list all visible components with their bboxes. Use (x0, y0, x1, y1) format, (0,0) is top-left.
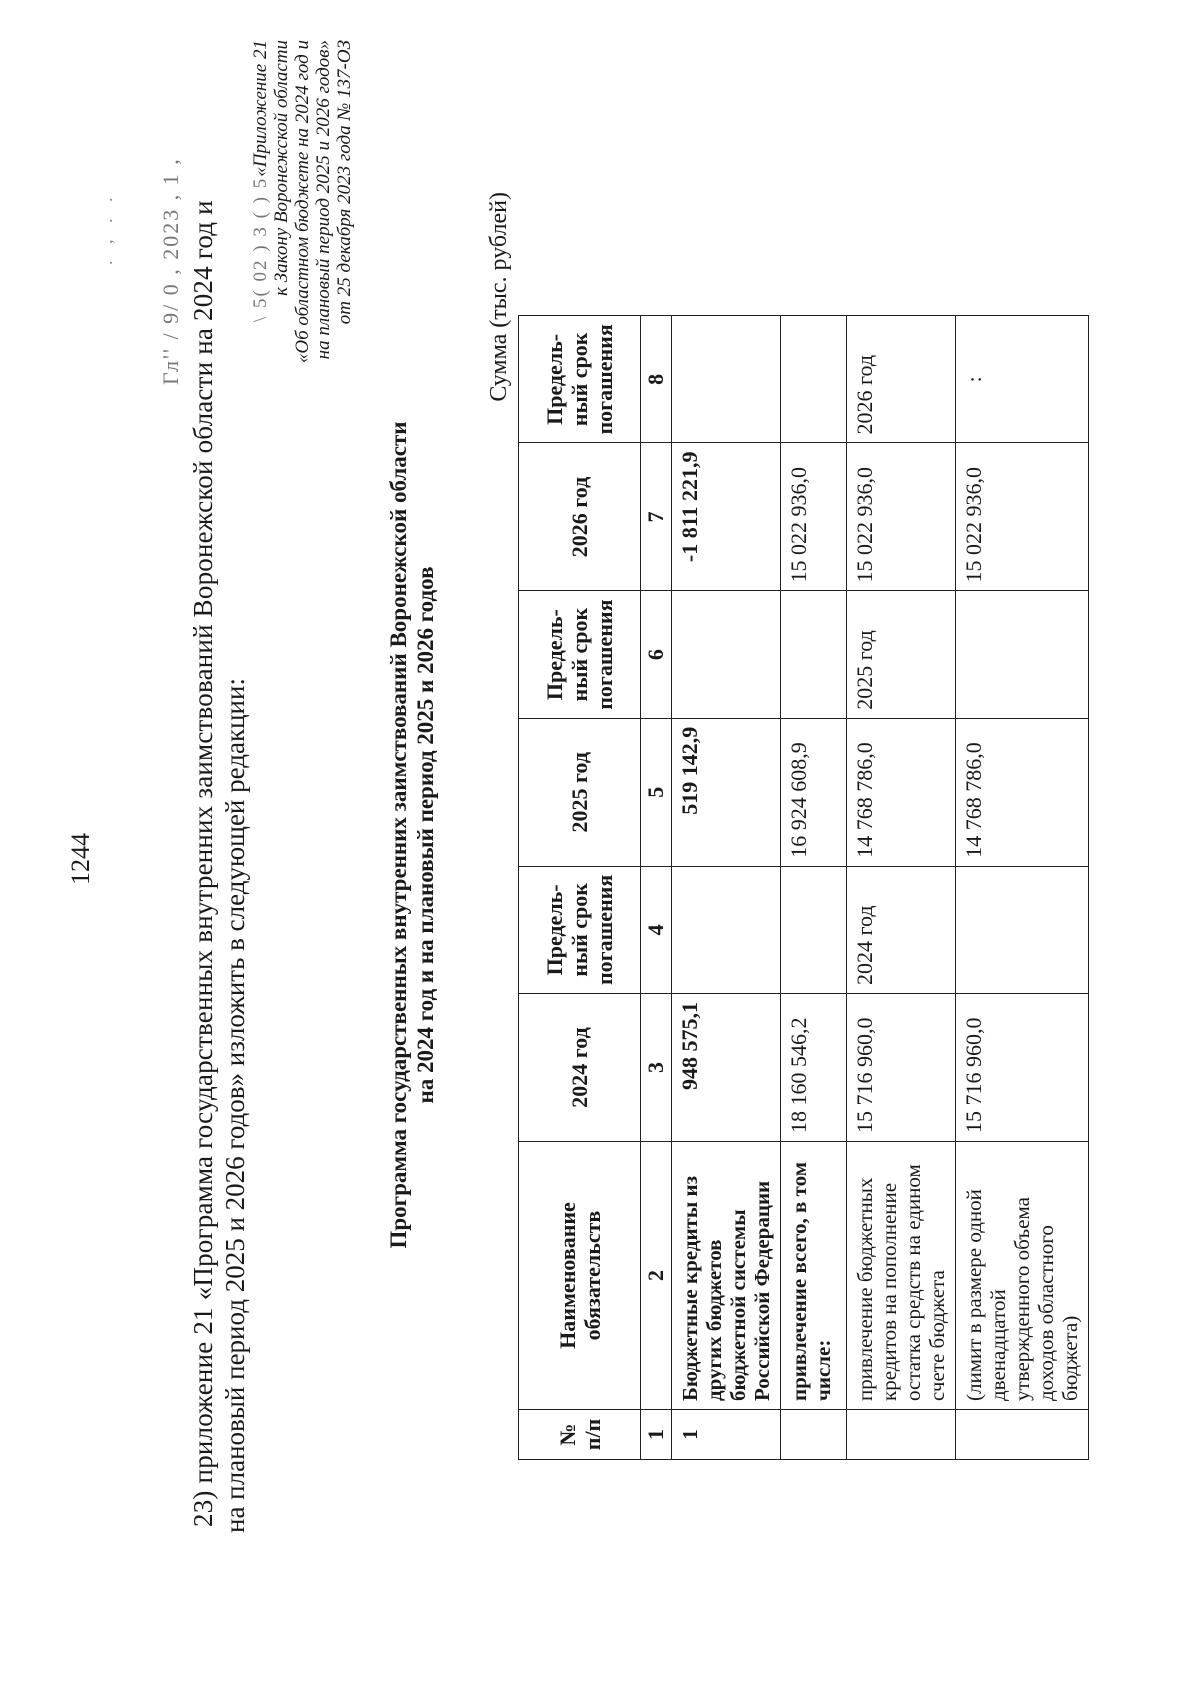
row-number-cell: 1 (672, 1410, 781, 1460)
obligation-name-cell: (лимит в размере одной двенадцатой утвержденного объема доходов областного бюджета) (956, 1142, 1089, 1410)
column-number: 3 (641, 994, 672, 1142)
obligation-name-cell: Бюджетные кредиты из других бюджетов бюджетной системы Российской Федерации (672, 1142, 781, 1410)
amount-2026-cell: 15 022 936,0 (956, 443, 1089, 591)
amount-2024-cell: 15 716 960,0 (847, 994, 956, 1142)
obligation-name-cell: привлечение всего, в том числе: (781, 1142, 847, 1410)
page-number: 1244 (66, 833, 95, 885)
scan-artifact-text: . , . . (96, 191, 116, 265)
header-cell: 2024 год (519, 994, 641, 1142)
amount-2026-cell: 15 022 936,0 (847, 443, 956, 591)
term-2025-cell: 2025 год (847, 591, 956, 718)
amount-2025-cell: 519 142,9 (672, 718, 781, 866)
appendix-line-2: к Закону Воронежской области (271, 40, 292, 296)
table-title-line-2: на 2024 год и на плановый период 2025 и 2026 годов (413, 566, 438, 1104)
term-2024-cell (672, 866, 781, 993)
term-2024-cell (781, 866, 847, 993)
column-number: 2 (641, 1142, 672, 1410)
amount-2024-cell: 18 160 546,2 (781, 994, 847, 1142)
header-cell: 2026 год (519, 443, 641, 591)
term-2026-cell (781, 316, 847, 443)
column-number-row (641, 316, 672, 1460)
table-row (847, 316, 956, 1460)
header-cell: № п/п (519, 1410, 641, 1460)
header-cell: Предель-ный срок погашения (519, 591, 641, 718)
scan-artifact-stamp: Гл'' / 9/ 0 , 2023 , 1 , (158, 157, 183, 385)
paragraph-line-2: на плановый период 2025 и 2026 годов» изложить в следующей редакции: (220, 678, 250, 1533)
column-number: 1 (641, 1410, 672, 1460)
appendix-line-3: «Об областном бюджете на 2024 год и (292, 40, 313, 364)
table-row (672, 316, 781, 1460)
appendix-title: «Приложение 21 (250, 40, 271, 177)
term-2025-cell (672, 591, 781, 718)
header-cell: Предель-ный срок погашения (519, 866, 641, 993)
term-2024-cell (956, 866, 1089, 993)
amount-2026-cell: 15 022 936,0 (781, 443, 847, 591)
table-row (781, 316, 847, 1460)
amount-2026-cell: -1 811 221,9 (672, 443, 781, 591)
term-2026-cell: : (956, 316, 1089, 443)
term-2026-cell: 2026 год (847, 316, 956, 443)
column-number: 7 (641, 443, 672, 591)
units-label: Сумма (тыс. рублей) (486, 192, 512, 402)
appendix-line-4: на плановый период 2025 и 2026 годов» (313, 40, 334, 360)
paragraph-line-1: 23) приложение 21 «Программа государственных внутренних заимствований Воронежской области на 2024 год и (188, 200, 218, 1527)
column-number: 4 (641, 866, 672, 993)
obligation-name-cell: привлечение бюджетных кредитов на пополнение остатка средств на едином счете бюджета (847, 1142, 956, 1410)
row-number-cell (781, 1410, 847, 1460)
header-cell: Предель-ный срок погашения (519, 316, 641, 443)
appendix-line-5: от 25 декабря 2023 года № 137-ОЗ (334, 40, 355, 325)
term-2026-cell (672, 316, 781, 443)
table-row (956, 316, 1089, 1460)
column-number: 8 (641, 316, 672, 443)
term-2024-cell: 2024 год (847, 866, 956, 993)
amount-2024-cell: 15 716 960,0 (956, 994, 1089, 1142)
table-title (385, 165, 439, 1505)
amount-2024-cell: 948 575,1 (672, 994, 781, 1142)
column-number: 6 (641, 591, 672, 718)
header-cell: 2025 год (519, 718, 641, 866)
row-number-cell (956, 1410, 1089, 1460)
amount-2025-cell: 16 924 608,9 (781, 718, 847, 866)
amount-2025-cell: 14 768 786,0 (847, 718, 956, 866)
amount-2025-cell: 14 768 786,0 (956, 718, 1089, 866)
header-row (519, 316, 641, 1460)
scan-artifact-text: \ 5( 02 ) 3 ( ) 5 (250, 176, 271, 323)
table-title-line-1: Программа государственных внутренних заимствований Воронежской области (386, 421, 411, 1249)
appendix-line-1 (250, 40, 271, 363)
borrowings-table (518, 315, 1089, 1460)
term-2025-cell (956, 591, 1089, 718)
term-2025-cell (781, 591, 847, 718)
column-number: 5 (641, 718, 672, 866)
header-cell: Наименование обязательств (519, 1142, 641, 1410)
row-number-cell (847, 1410, 956, 1460)
appendix-reference (250, 40, 355, 363)
